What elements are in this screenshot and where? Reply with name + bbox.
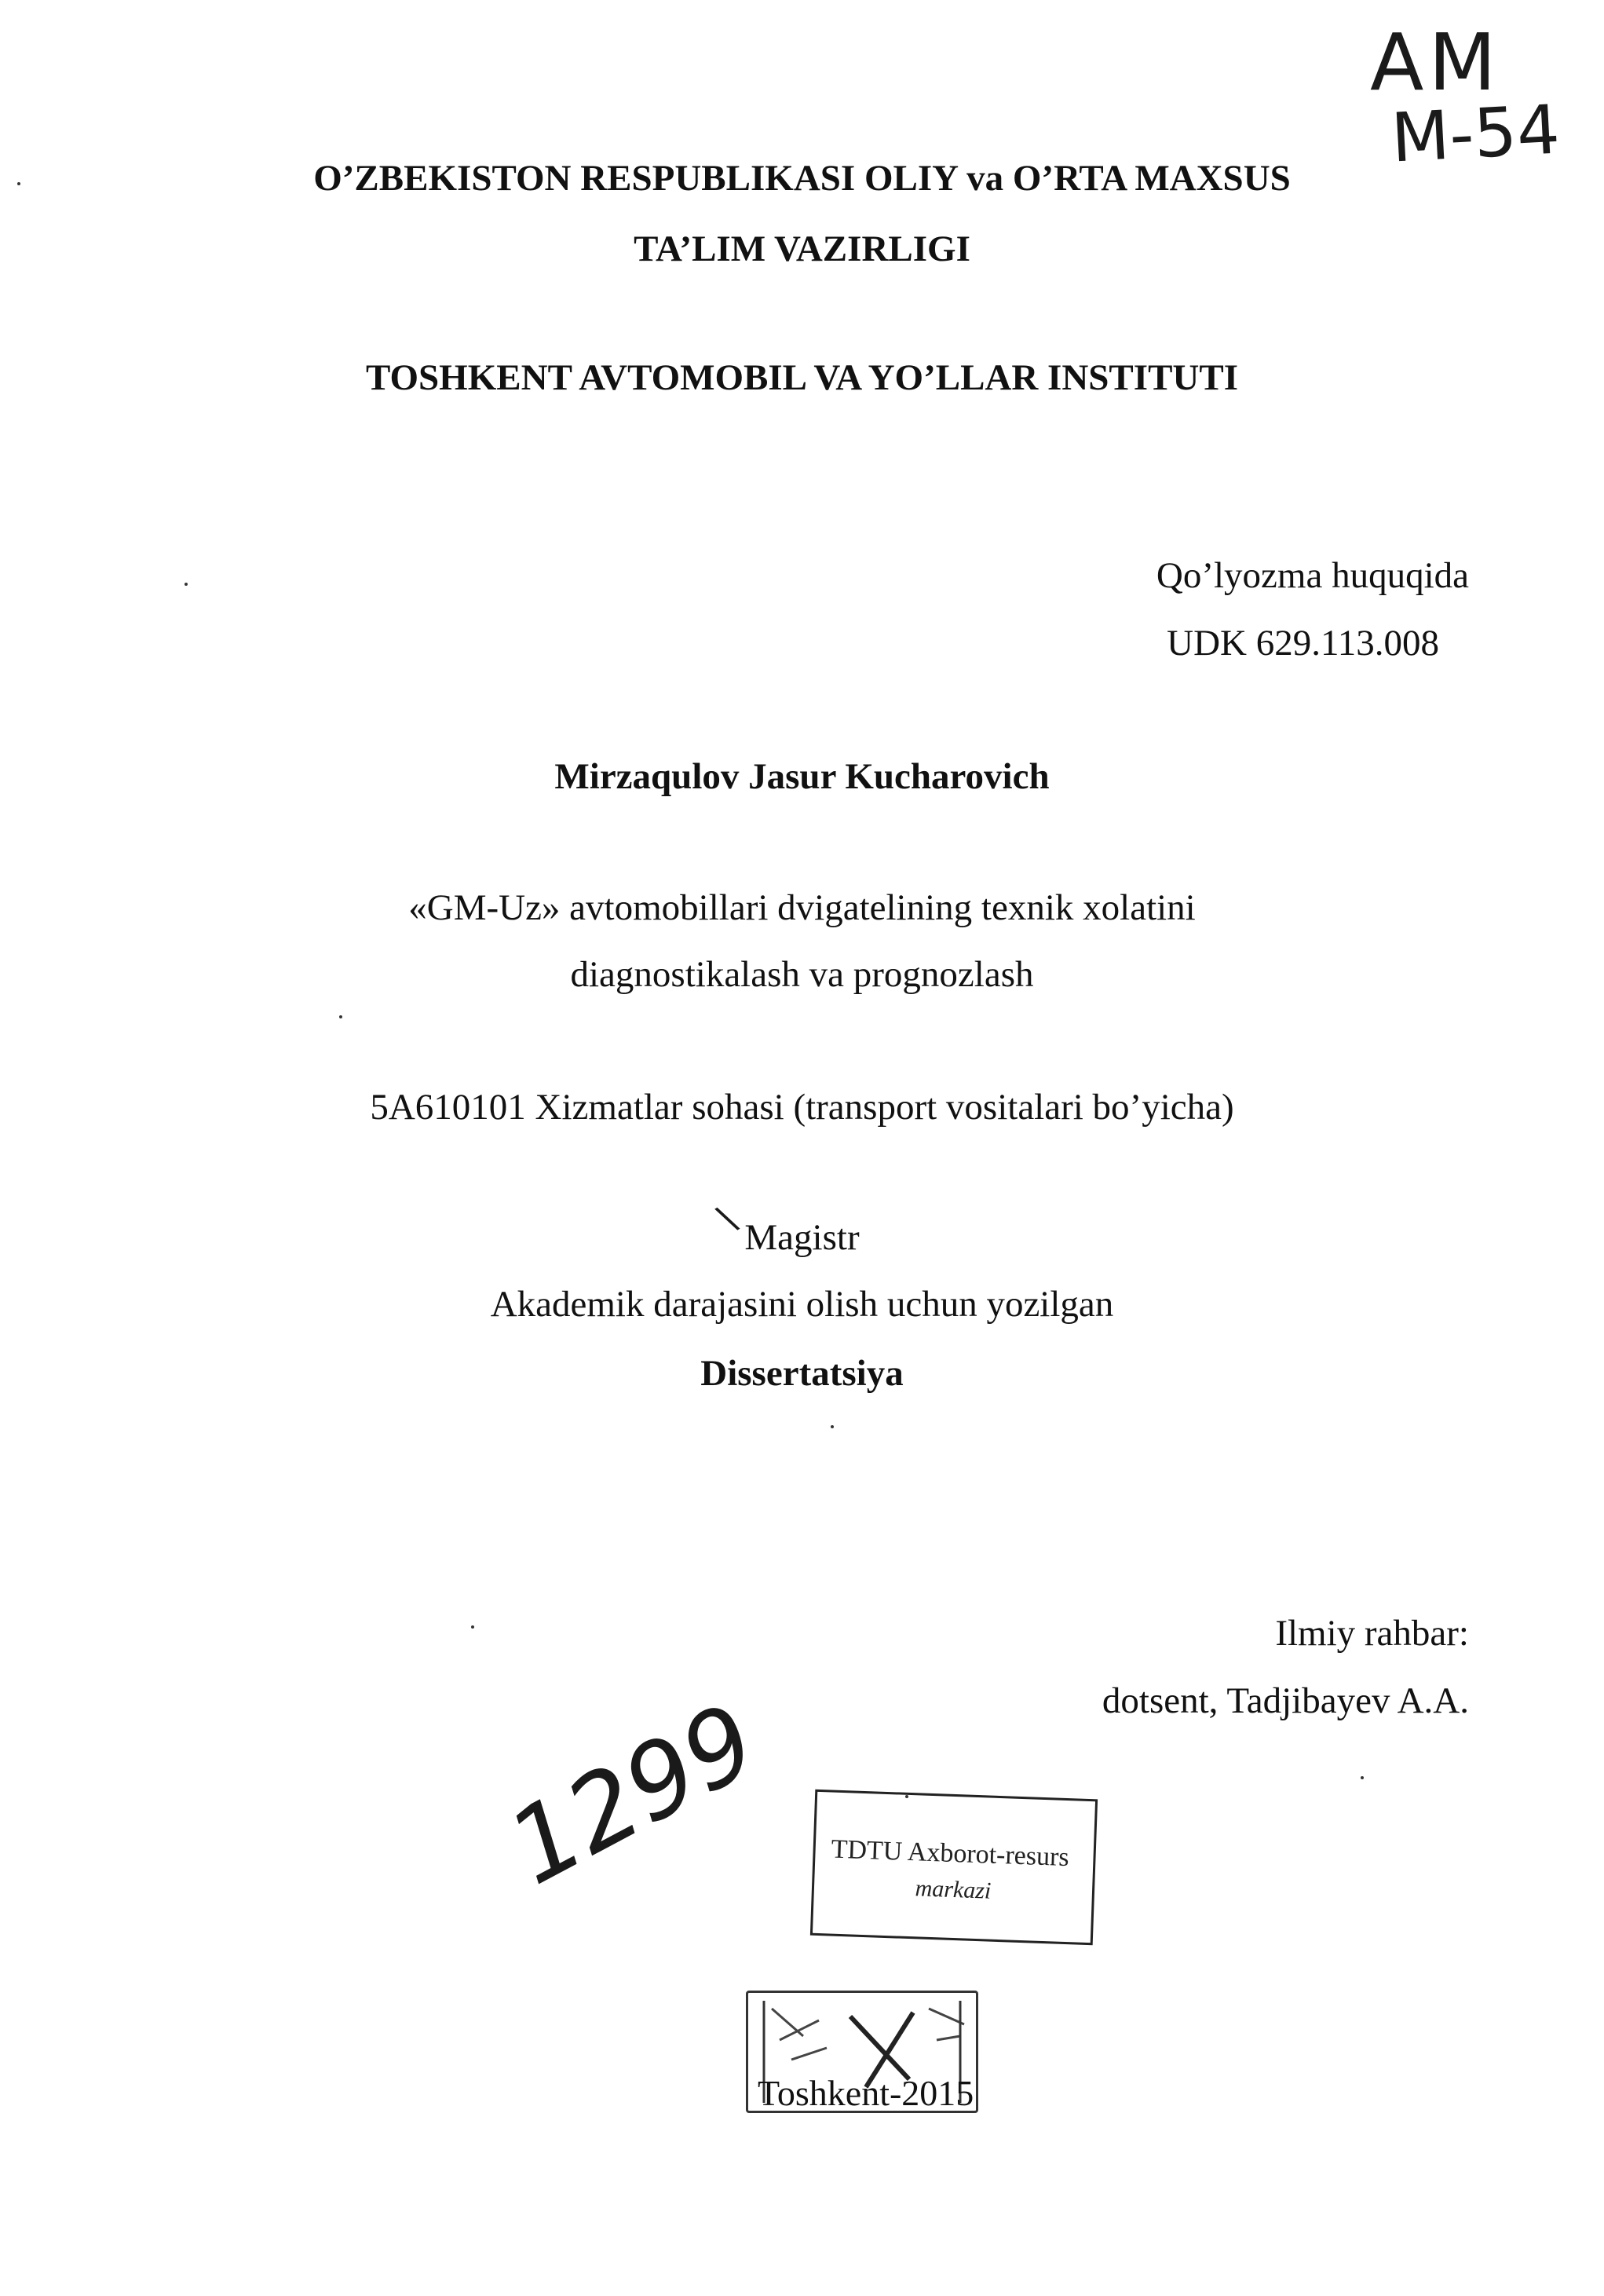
institute-name: TOSHKENT AVTOMOBIL VA YO’LLAR INSTITUTI [365, 357, 1239, 398]
degree-line-1: Magistr [744, 1217, 860, 1258]
specialty: 5A610101 Xizmatlar sohasi (transport vositalari bo’yicha) [370, 1087, 1234, 1128]
udk-code: UDK 629.113.008 [1167, 623, 1439, 664]
thesis-title-line-1: «GM-Uz» avtomobillari dvigatelining texnik xolatini [408, 887, 1196, 928]
degree-line-2: Akademik darajasini olish uchun yozilgan [490, 1284, 1114, 1325]
handwritten-code-bottom: М-54 [1389, 90, 1562, 178]
supervisor-name: dotsent, Tadjibayev A.A. [1102, 1680, 1469, 1721]
supervisor-label: Ilmiy rahbar: [1275, 1613, 1469, 1654]
stray-mark: \ [711, 1196, 743, 1240]
handwritten-code-top: АМ [1370, 16, 1501, 108]
library-stamp-line-1: TDTU Axborot-resurs [831, 1834, 1070, 1873]
place-and-year: Toshkent-2015 [758, 2073, 974, 2113]
ministry-line-2: TA’LIM VAZIRLIGI [634, 229, 970, 269]
ministry-line-1: O’ZBEKISTON RESPUBLIKASI OLIY va O’RTA MAXSUS [313, 158, 1291, 199]
degree-line-3: Dissertatsiya [700, 1353, 904, 1394]
manuscript-rights: Qo’lyozma huquqida [1156, 555, 1469, 596]
library-stamp [810, 1790, 1098, 1945]
thesis-title-line-2: diagnostikalash va prognozlash [570, 954, 1034, 995]
author-name: Mirzaqulov Jasur Kucharovich [554, 756, 1050, 797]
library-stamp-line-2: markazi [915, 1875, 992, 1904]
handwritten-number: 1299 [489, 1680, 776, 1908]
